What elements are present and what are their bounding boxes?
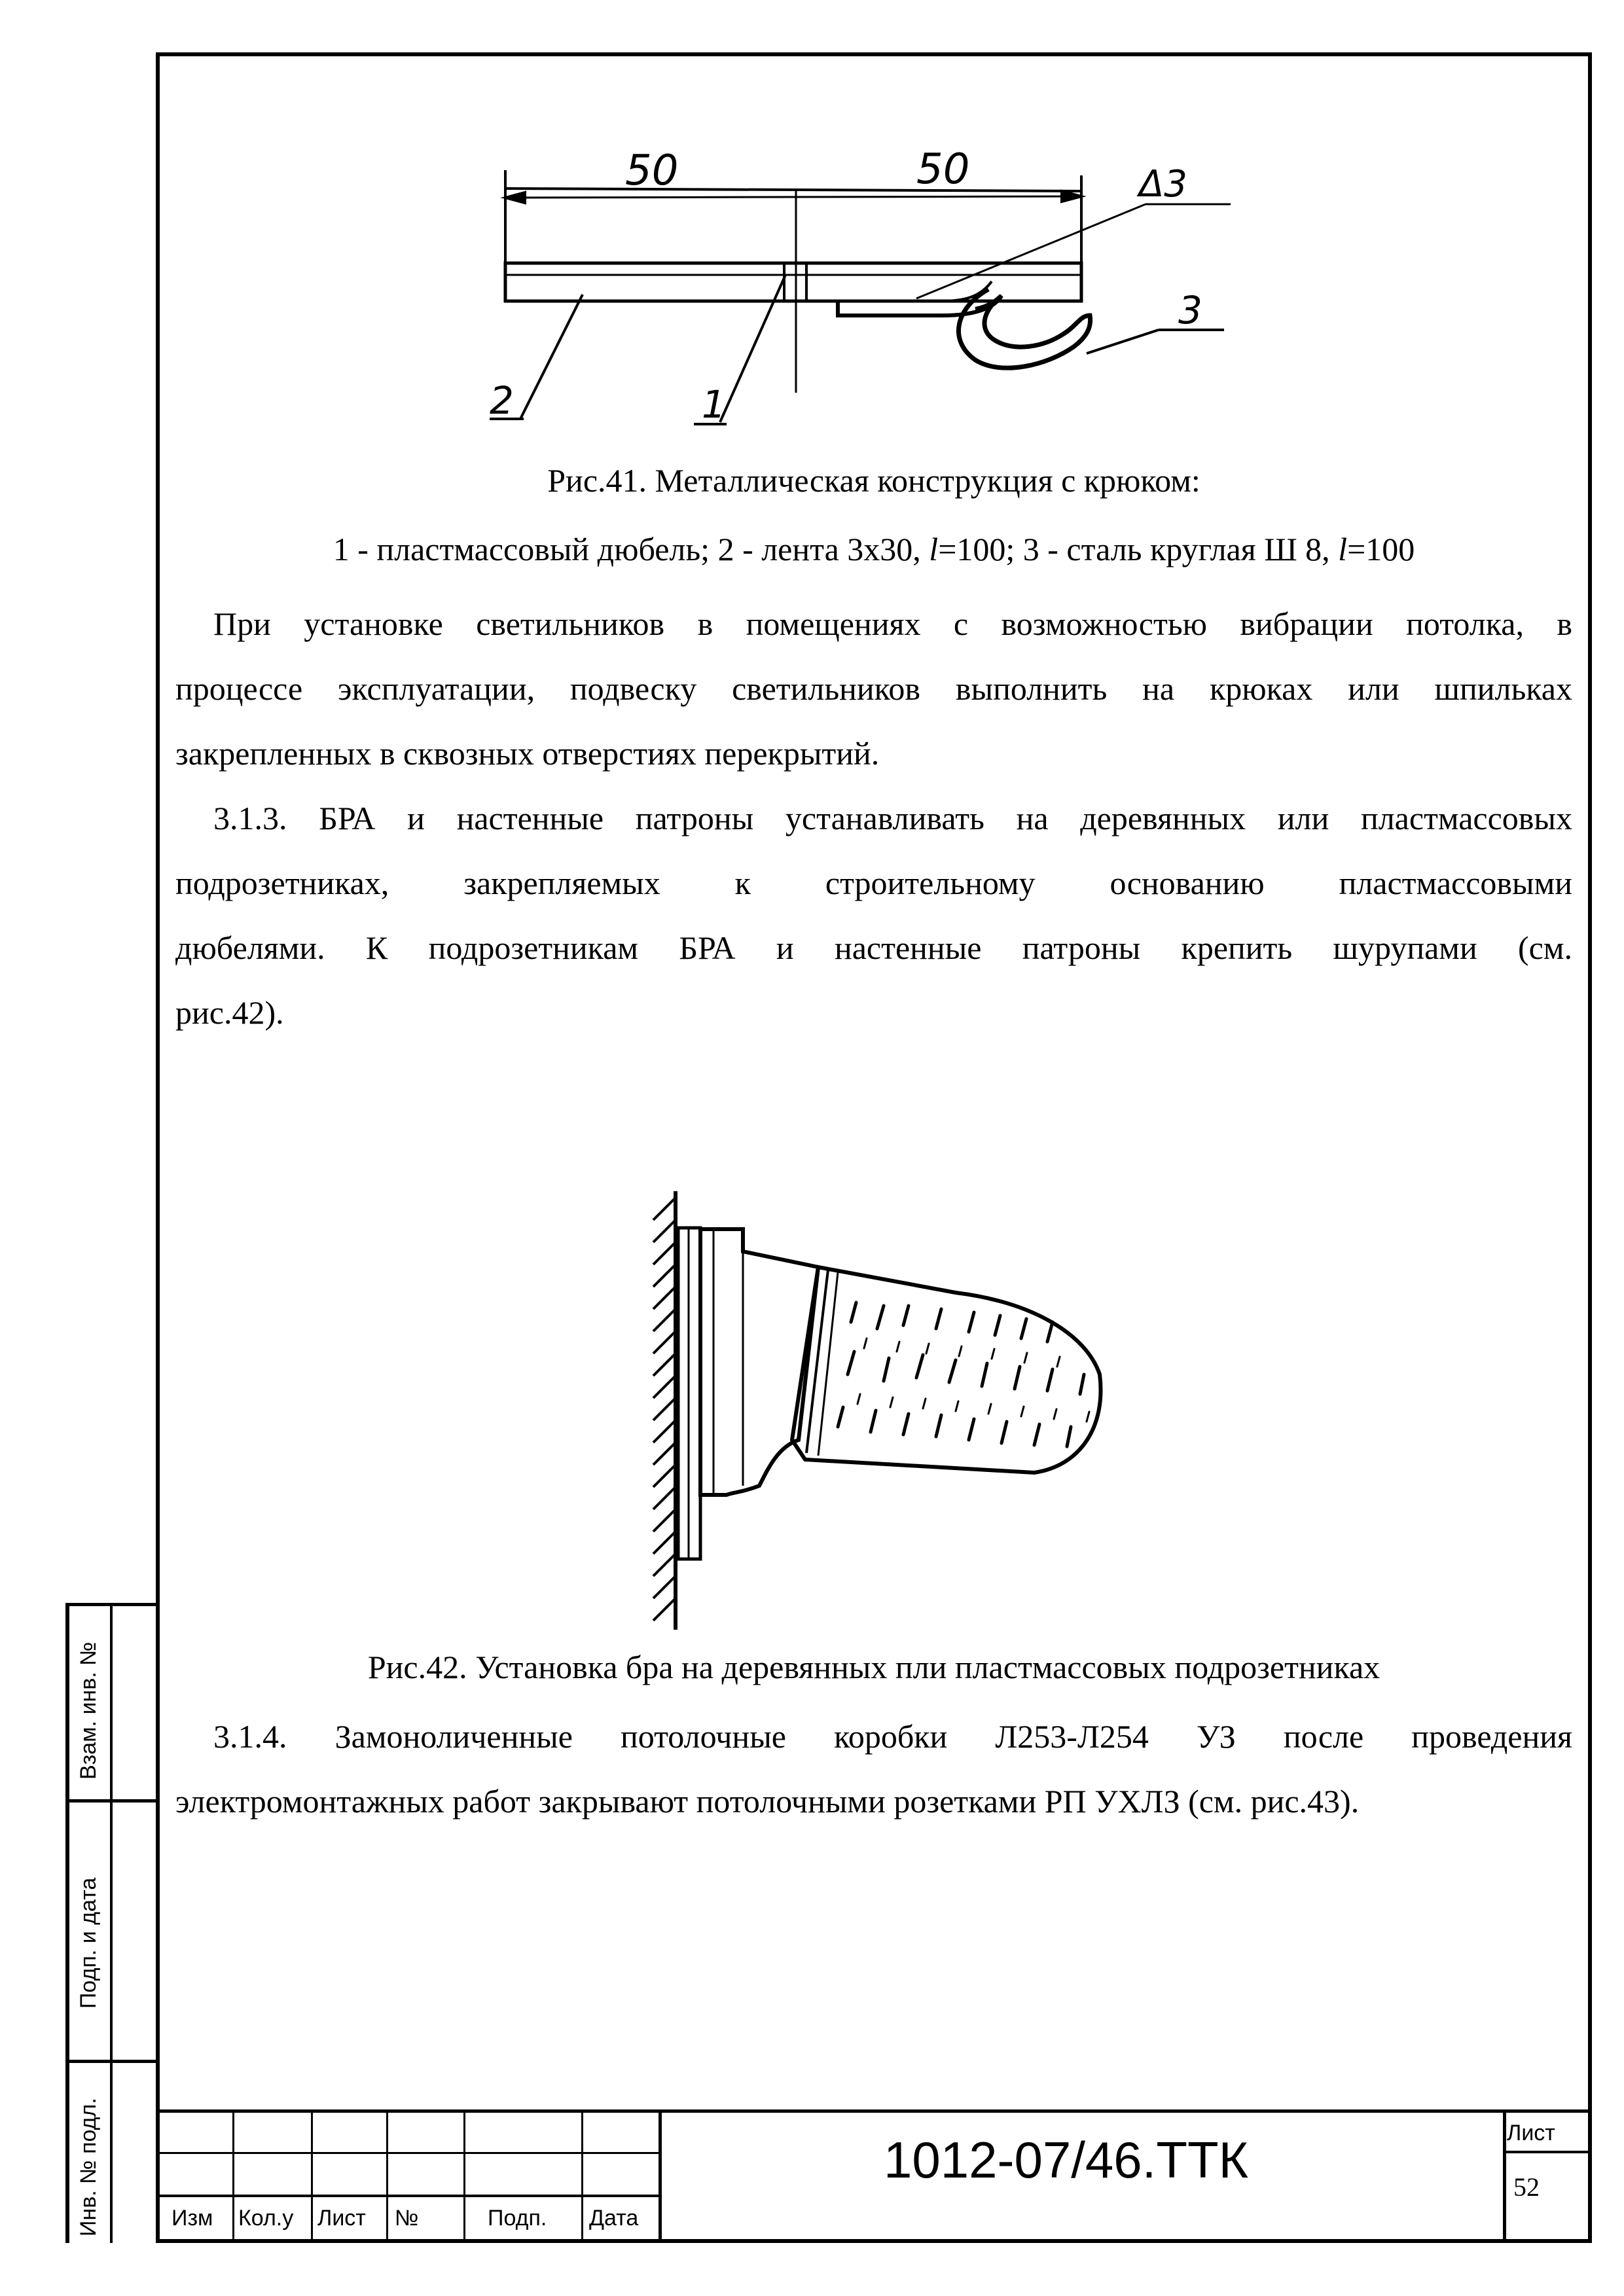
vzam-inv-label: Взам. инв. № bbox=[76, 1641, 101, 1780]
paragraph-1-line: При установке светильников в помещениях с возможностью вибрации потолка, в bbox=[213, 605, 1572, 642]
paragraph-2-line: 3.1.3. БРА и настенные патроны устанавливать на деревянных или пластмассовых bbox=[213, 800, 1572, 836]
col-num: № bbox=[395, 2206, 419, 2231]
col-kolu: Кол.у bbox=[238, 2206, 294, 2231]
legend-l-1: l bbox=[929, 531, 939, 567]
side-stamp bbox=[65, 1603, 156, 2243]
col-izm: Изм bbox=[171, 2206, 213, 2231]
figure-42-caption: Рис.42. Установка бра на деревянных пли пластмассовых подрозетниках bbox=[367, 1649, 1380, 1685]
document-number: 1012-07/46.ТТК bbox=[884, 2131, 1249, 2189]
legend-part-3: =100 bbox=[1347, 531, 1415, 567]
col-list: Лист bbox=[317, 2206, 366, 2231]
paragraph-2-line: рис.42). bbox=[175, 994, 284, 1031]
delta-label: Δ3 bbox=[1139, 163, 1187, 206]
paragraph-2-line: дюбелями. К подрозетникам БРА и настенные патроны крепить шурупами (см. bbox=[175, 929, 1572, 966]
paragraph-3-line: 3.1.4. Замоноличенные потолочные коробки Л253-Л254 УЗ после проведения bbox=[213, 1718, 1572, 1755]
legend-l-2: l bbox=[1338, 531, 1348, 567]
legend-part-1: 1 - пластмассовый дюбель; 2 - лента 3х30, bbox=[333, 531, 929, 567]
paragraph-1-line: процессе эксплуатации, подвеску светильников выполнить на крюках или шпильках bbox=[175, 670, 1572, 707]
podp-data-label: Подп. и дата bbox=[76, 1877, 101, 2009]
paragraph-1 bbox=[175, 592, 1572, 786]
callout-2: 2 bbox=[490, 378, 514, 423]
figure-41-caption: Рис.41. Металлическая конструкция с крюком: bbox=[547, 462, 1200, 499]
col-podp: Подп. bbox=[488, 2206, 547, 2231]
paragraph-2-line: подрозетниках, закрепляемых к строительному основанию пластмассовыми bbox=[175, 865, 1572, 901]
callout-3: 3 bbox=[1178, 288, 1202, 332]
col-data: Дата bbox=[589, 2206, 639, 2231]
dim-left-label: 50 bbox=[625, 147, 679, 195]
callout-1: 1 bbox=[702, 382, 726, 427]
paragraph-2 bbox=[175, 786, 1572, 1045]
sheet-label: Лист bbox=[1507, 2121, 1555, 2145]
legend-part-2: =100; 3 - сталь круглая Ш 8, bbox=[938, 531, 1339, 567]
figure-42-drawing bbox=[628, 1178, 1126, 1636]
paragraph-1-line: закрепленных в сквозных отверстиях перекрытий. bbox=[175, 735, 880, 772]
inv-podl-label: Инв. № подл. bbox=[76, 2098, 101, 2236]
dim-right-label: 50 bbox=[916, 145, 970, 194]
paragraph-3 bbox=[175, 1704, 1572, 1834]
figure-41-legend bbox=[156, 530, 1592, 568]
sheet-number: 52 bbox=[1513, 2172, 1540, 2202]
figure-41-drawing bbox=[458, 144, 1231, 445]
paragraph-3-line: электромонтажных работ закрывают потолочными розетками РП УХЛЗ (см. рис.43). bbox=[175, 1783, 1360, 1820]
